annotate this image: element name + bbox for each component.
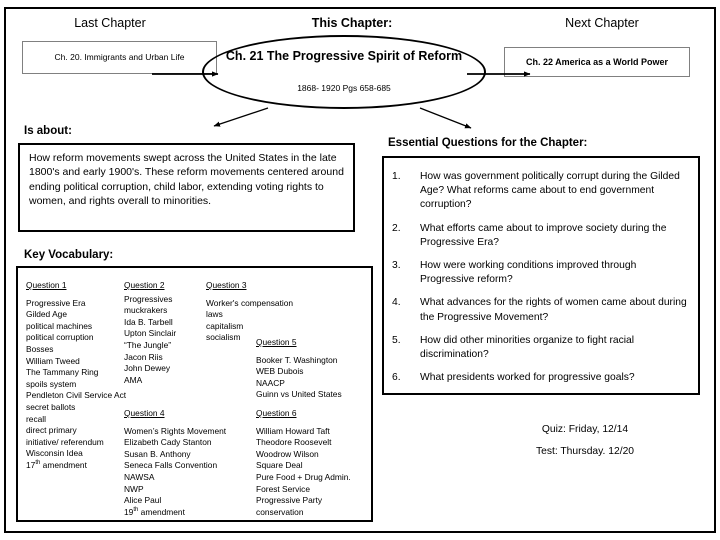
eq-number: 5. (392, 334, 401, 346)
vocab-term: socialism (206, 332, 241, 343)
vocab-term: Women’s Rights Movement (124, 425, 227, 436)
vocab-q5-title: Question 5 (256, 337, 297, 347)
arrow-this-to-essential-questions (420, 108, 471, 128)
vocab-term: Guinn vs United States (256, 389, 342, 400)
vocab-column-q4 (124, 408, 226, 518)
essential-question-item (392, 222, 690, 250)
eq-text: What presidents worked for progressive goals? (420, 372, 635, 384)
eq-text: How was government politically corrupt during the Gilded Age? What reforms came about to end government corruption? (420, 171, 680, 211)
essential-question-item (392, 170, 690, 213)
vocab-term: Upton Sinclair (124, 328, 177, 339)
essential-question-item (392, 371, 690, 385)
vocab-term: Square Deal (256, 460, 303, 471)
vocab-term: Alice Paul (124, 495, 162, 506)
eq-number: 3. (392, 260, 401, 272)
vocab-term: John Dewey (124, 363, 171, 374)
quiz-date: Quiz: Friday, 12/14 (541, 424, 629, 435)
vocab-term: Gilded Age (26, 309, 67, 320)
vocab-term: recall (26, 413, 47, 424)
test-date: Test: Thursday. 12/20 (535, 446, 635, 457)
last-chapter-label: Last Chapter (74, 16, 146, 30)
key-vocabulary-box (16, 266, 373, 522)
vocab-term-ordinal: 19th amendment (124, 506, 185, 517)
vocab-term: Elizabeth Cady Stanton (124, 437, 212, 448)
vocab-term: muckrakers (124, 305, 168, 316)
essential-question-item (392, 296, 690, 324)
vocab-term: Seneca Falls Convention (124, 460, 218, 471)
vocab-term: William Tweed (26, 355, 80, 366)
eq-number: 1. (392, 171, 401, 182)
vocab-term: Progressive Era (26, 297, 86, 308)
vocab-term: NAWSA (124, 471, 155, 482)
vocab-term: WEB Dubois (256, 366, 304, 377)
chapter-dates-pages: 1868- 1920 Pgs 658-685 (297, 83, 391, 93)
vocab-term: Jacon Riis (124, 351, 163, 362)
vocab-term: AMA (124, 374, 143, 385)
eq-number: 2. (392, 222, 401, 234)
vocab-column-q3 (206, 280, 293, 344)
key-vocabulary-heading: Key Vocabulary: (24, 249, 114, 261)
vocab-column-q1 (26, 280, 126, 472)
vocab-term: political corruption (26, 332, 94, 343)
vocab-term: Wisconsin Idea (26, 448, 83, 459)
vocab-term: NWP (124, 483, 144, 494)
essential-questions-box (382, 156, 700, 395)
vocab-column-q5 (256, 337, 342, 401)
vocab-term: NAACP (256, 377, 285, 388)
is-about-box: How reform movements swept across the United States in the late 1800's and early 1900's. These reform movements centered around ending political corruption, child labor, extending voting rights to women, and rights overall to minorities. (18, 143, 355, 232)
is-about-heading: Is about: (24, 125, 72, 137)
vocab-term: Theodore Roosevelt (256, 437, 332, 448)
vocab-term: William Howard Taft (256, 425, 330, 436)
vocab-term: Susan B. Anthony (124, 448, 191, 459)
next-chapter-label: Next Chapter (565, 16, 639, 30)
essential-questions-heading: Essential Questions for the Chapter: (388, 137, 588, 149)
vocab-term: capitalism (206, 320, 244, 331)
vocab-q3-title: Question 3 (206, 280, 247, 290)
vocab-term: Ida B. Tarbell (124, 316, 173, 327)
vocab-term: “The Jungle” (124, 339, 172, 350)
eq-text: What advances for the rights of women came about during the Progressive Movement? (420, 297, 687, 323)
vocab-term: Bosses (26, 343, 54, 354)
eq-text: How did other minorities organize to fight racial discrimination? (420, 334, 635, 361)
vocab-q1-title: Question 1 (26, 280, 67, 290)
vocab-term: laws (206, 309, 223, 320)
vocab-term: conservation (256, 506, 304, 517)
next-chapter-box: Ch. 22 America as a World Power (504, 47, 690, 77)
vocab-column-q2 (124, 280, 176, 386)
chapter-title: Ch. 21 The Progressive Spirit of Reform (225, 49, 463, 63)
eq-number: 6. (392, 372, 401, 384)
vocab-term: direct primary (26, 425, 77, 436)
eq-text: How were working conditions improved through Progressive reform? (420, 260, 637, 286)
vocab-column-q6 (256, 408, 351, 518)
vocab-term: Forest Service (256, 483, 310, 494)
vocab-term: spoils system (26, 378, 77, 389)
essential-question-item (392, 334, 690, 362)
last-chapter-box: Ch. 20. Immigrants and Urban Life (22, 41, 217, 74)
vocab-term: Progressives (124, 293, 173, 304)
vocab-term: political machines (26, 320, 93, 331)
eq-text: What efforts came about to improve society during the Progressive Era? (420, 222, 667, 248)
essential-question-item (392, 259, 690, 287)
vocab-term: Progressive Party (256, 495, 323, 506)
vocab-term-ordinal: 17th amendment (26, 459, 87, 470)
vocab-term: Pure Food + Drug Admin. (256, 471, 351, 482)
vocab-q2-title: Question 2 (124, 280, 165, 290)
vocab-term: Worker's compensation (206, 297, 294, 308)
eq-number: 4. (392, 297, 401, 309)
vocab-q4-title: Question 4 (124, 408, 165, 418)
vocab-term: The Tammany Ring (26, 367, 99, 378)
vocab-term: Booker T. Washington (256, 354, 338, 365)
this-chapter-label: This Chapter: (311, 16, 393, 30)
vocab-term: Woodrow Wilson (256, 448, 319, 459)
vocab-term: initiative/ referendum (26, 436, 104, 447)
vocab-q6-title: Question 6 (256, 408, 297, 418)
vocab-term: secret ballots (26, 401, 76, 412)
vocab-term: Pendleton Civil Service Act (26, 390, 127, 401)
arrow-this-to-is-about (214, 108, 268, 126)
